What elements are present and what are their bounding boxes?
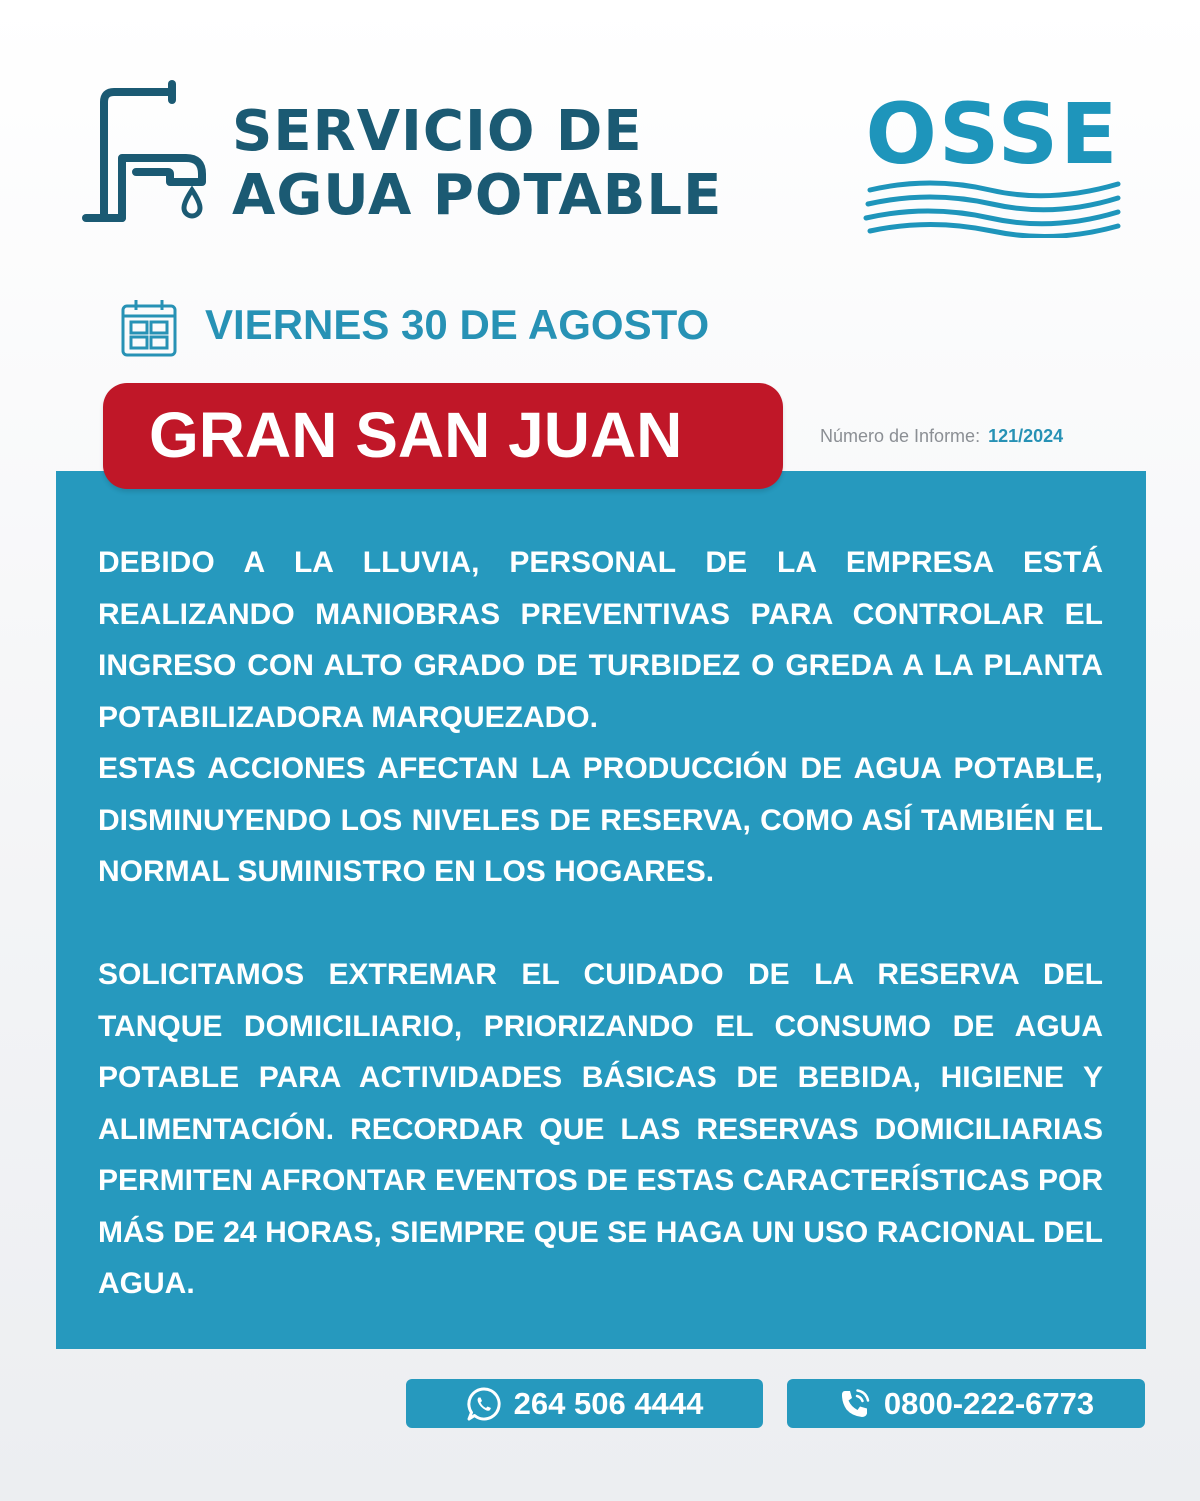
title-line-2: AGUA POTABLE — [232, 163, 723, 228]
region-tag — [103, 383, 783, 489]
phone-contact[interactable] — [787, 1379, 1145, 1428]
whatsapp-contact[interactable] — [406, 1379, 763, 1428]
calendar-icon — [120, 298, 178, 358]
date-label: VIERNES 30 DE AGOSTO — [205, 301, 710, 348]
report-value: 121/2024 — [988, 426, 1064, 446]
osse-logo — [860, 85, 1125, 242]
phone-number: 0800-222-6773 — [883, 1385, 1095, 1421]
report-label: Número de Informe: — [820, 426, 981, 446]
logo-text: OSSE — [865, 85, 1120, 183]
waves-icon — [860, 178, 1125, 238]
title-line-1: SERVICIO DE — [232, 99, 643, 164]
region-label: GRAN SAN JUAN — [149, 399, 683, 471]
notice-paragraph-1: DEBIDO A LA LLUVIA, PERSONAL DE LA EMPRESA ESTÁ REALIZANDO MANIOBRAS PREVENTIVAS PARA CONTROLAR EL INGRESO CON ALTO GRADO DE TURBIDEZ O GREDA A LA PLANTA POTABILIZADORA MARQUEZADO. — [98, 546, 1103, 734]
whatsapp-icon — [466, 1386, 502, 1422]
report-number — [820, 426, 1063, 447]
notice-paragraph-3: SOLICITAMOS EXTREMAR EL CUIDADO DE LA RESERVA DEL TANQUE DOMICILIARIO, PRIORIZANDO EL CONSUMO DE AGUA POTABLE PARA ACTIVIDADES BÁSICAS DE BEBIDA, HIGIENE Y ALIMENTACIÓN. RECORDAR QUE LAS RESERVAS DOMICILIARIAS PERMITEN AFRONTAR EVENTOS DE ESTAS CARACTERÍSTICAS POR MÁS DE 24 HORAS, SIEMPRE QUE SE HAGA UN USO RACIONAL DEL AGUA. — [98, 958, 1103, 1300]
whatsapp-number: 264 506 4444 — [513, 1385, 704, 1421]
notice-paragraph-2: ESTAS ACCIONES AFECTAN LA PRODUCCIÓN DE AGUA POTABLE, DISMINUYENDO LOS NIVELES DE RESERVA, COMO ASÍ TAMBIÉN EL NORMAL SUMINISTRO EN LOS HOGARES. — [98, 752, 1103, 888]
phone-icon — [838, 1387, 872, 1421]
faucet-icon — [80, 80, 215, 225]
notice-panel — [56, 471, 1146, 1349]
